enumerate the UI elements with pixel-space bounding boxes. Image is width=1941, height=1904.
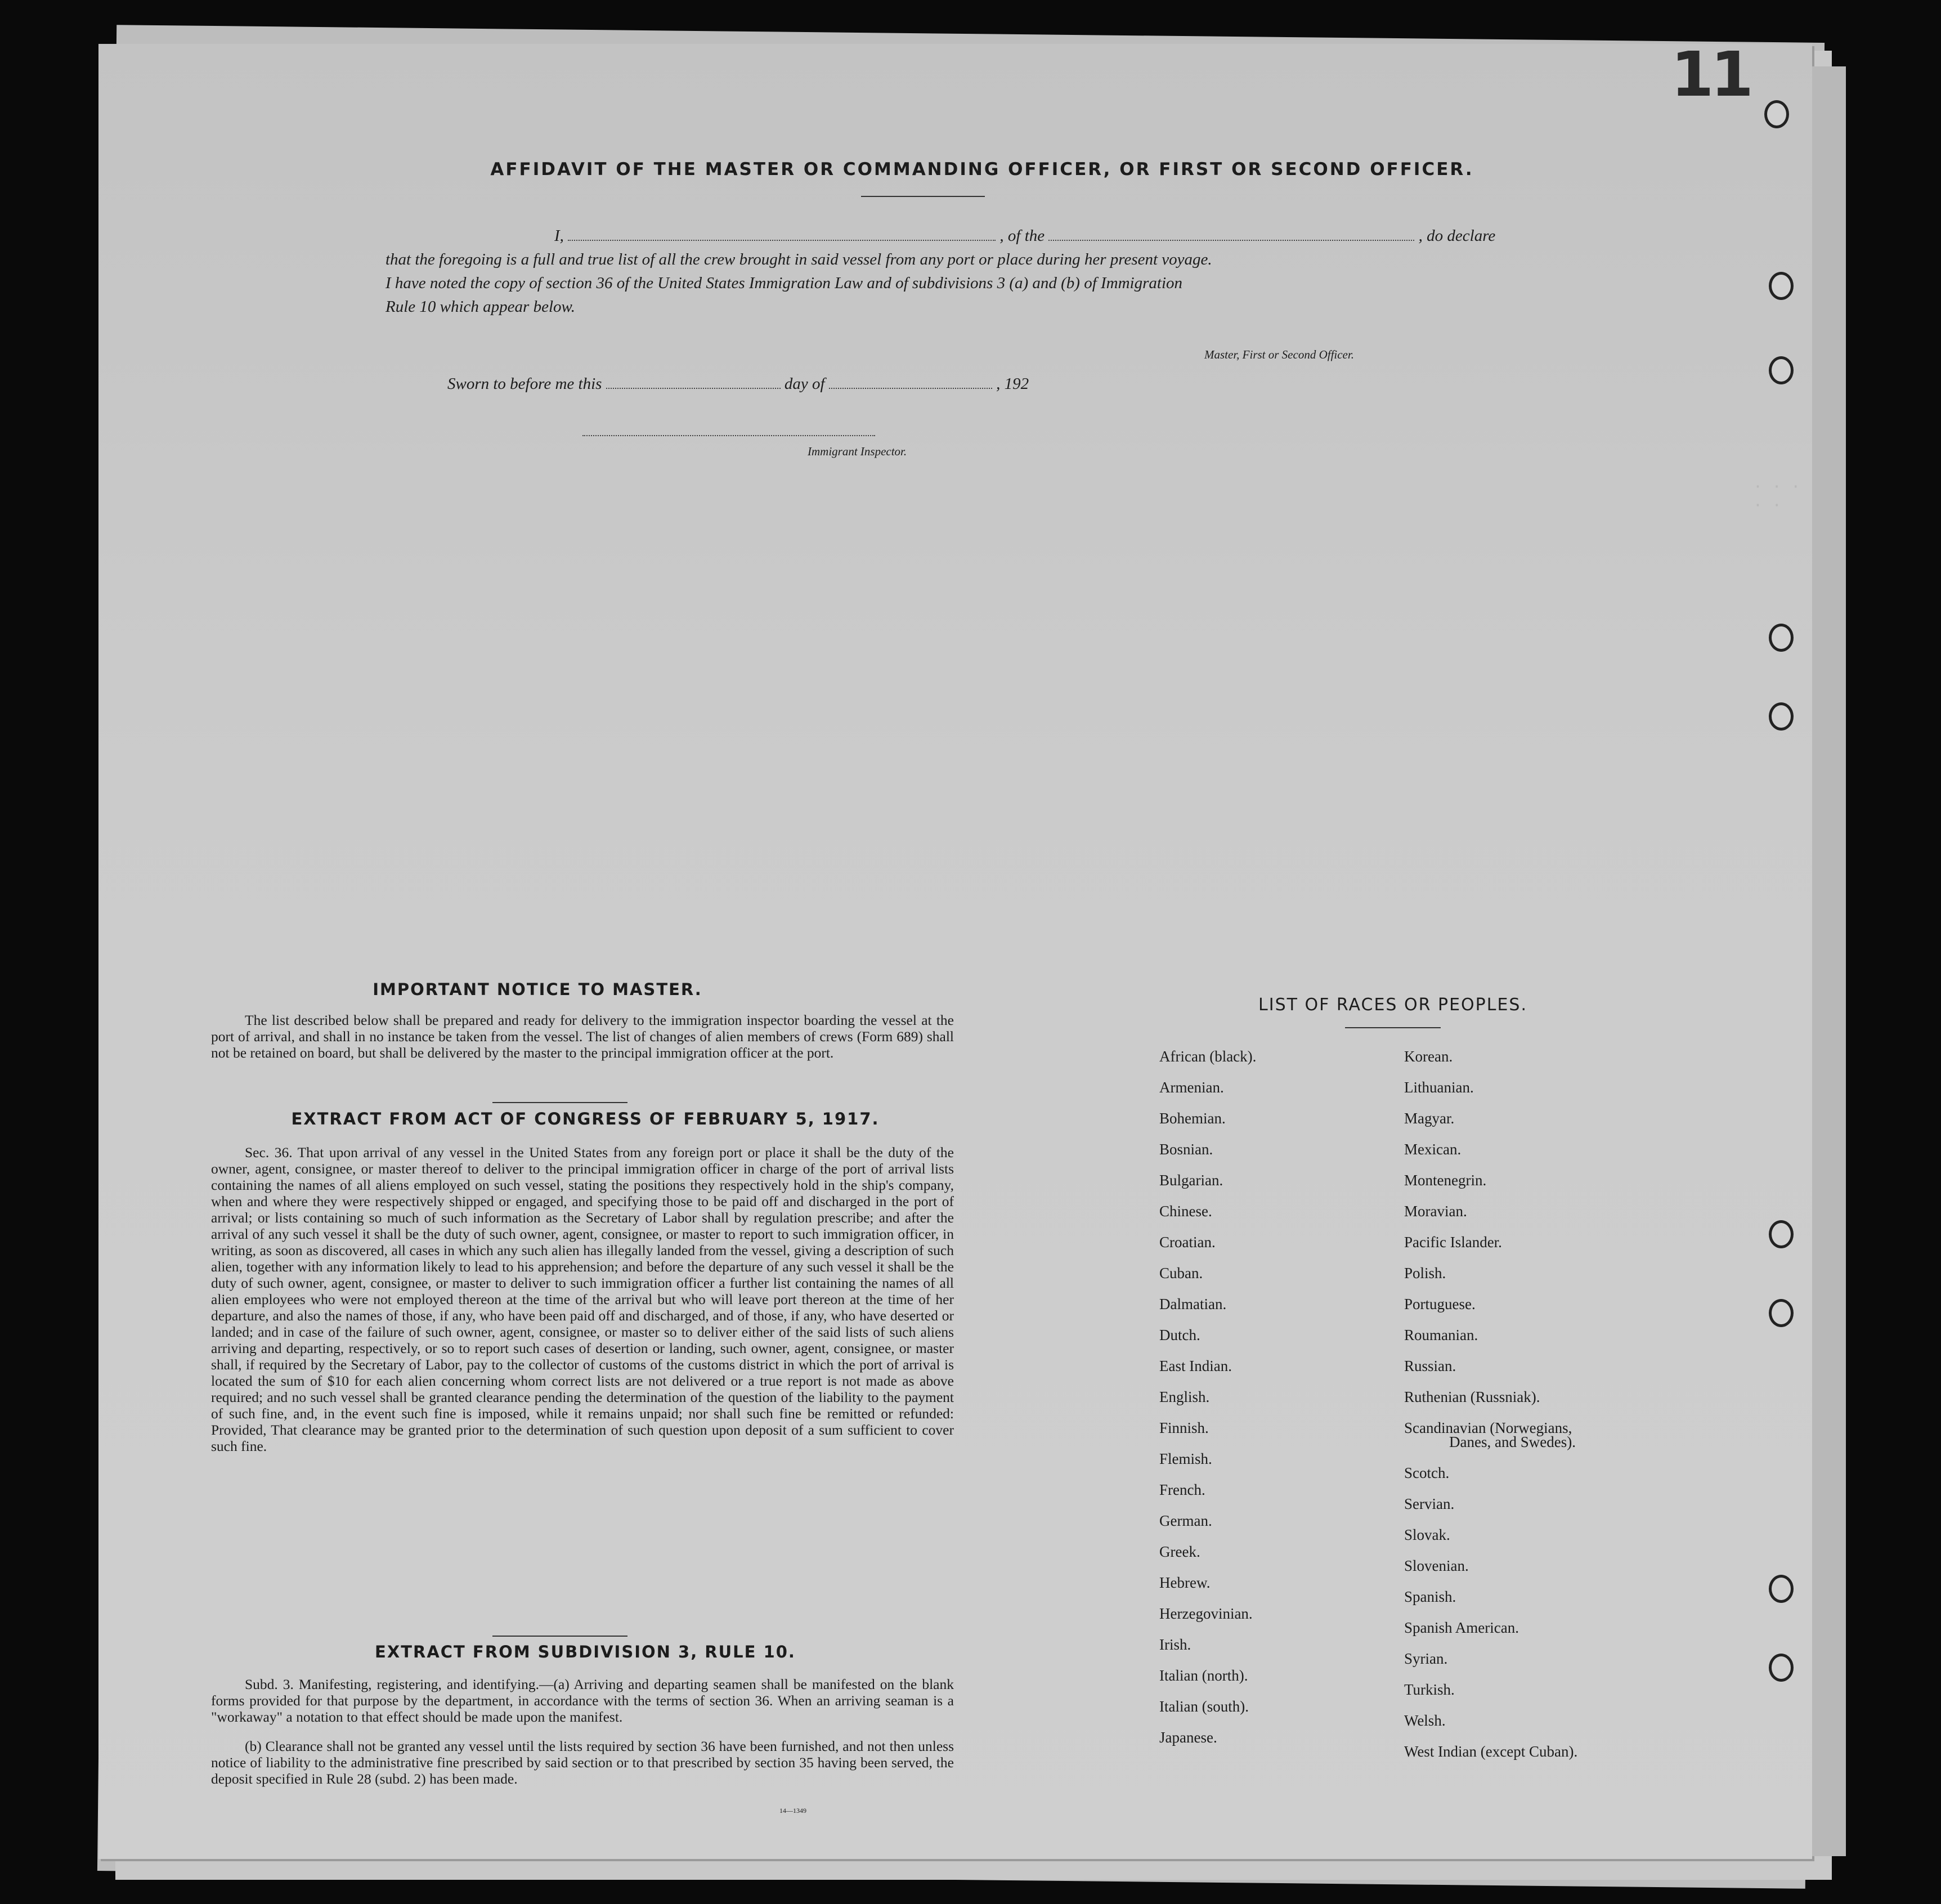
races-column-2 [1404, 1041, 1577, 1767]
binder-hole-icon [1769, 702, 1794, 731]
binder-hole-icon [1769, 272, 1794, 300]
sworn-line [447, 375, 1029, 393]
name-blank [568, 229, 996, 241]
race-item: Portuguese. [1404, 1296, 1476, 1312]
race-item: Polish. [1404, 1265, 1446, 1282]
race-item: Moravian. [1404, 1203, 1467, 1220]
race-item: Lithuanian. [1404, 1079, 1474, 1096]
binder-hole-icon [1769, 1575, 1794, 1603]
race-item: Cuban. [1159, 1265, 1203, 1282]
race-item: Dutch. [1159, 1327, 1200, 1343]
title-rule [861, 196, 985, 197]
affidavit-text [385, 224, 1556, 319]
affidavit-line2: that the foregoing is a full and true list of all the crew brought in said vessel from any port or place during her present voyage. [385, 250, 1212, 268]
race-item: Croatian. [1159, 1234, 1216, 1251]
race-item: Servian. [1404, 1495, 1455, 1512]
page-edge [1812, 66, 1846, 1856]
race-item: Finnish. [1159, 1419, 1209, 1436]
race-item: Magyar. [1404, 1110, 1455, 1127]
race-item: Bohemian. [1159, 1110, 1226, 1127]
section-rule [492, 1636, 627, 1637]
signature-label: Master, First or Second Officer. [1204, 348, 1354, 361]
race-item: Japanese. [1159, 1729, 1217, 1746]
affidavit-title: AFFIDAVIT OF THE MASTER OR COMMANDING OFFICER, OR FIRST OR SECOND OFFICER. [490, 159, 1474, 180]
race-item: Irish. [1159, 1636, 1191, 1653]
race-item: Welsh. [1404, 1712, 1446, 1729]
race-item: Chinese. [1159, 1203, 1212, 1220]
race-item: Italian (south). [1159, 1698, 1249, 1715]
race-item: Syrian. [1404, 1650, 1448, 1667]
race-item: African (black). [1159, 1048, 1257, 1065]
race-item: Russian. [1404, 1358, 1456, 1374]
race-item: East Indian. [1159, 1358, 1232, 1374]
races-column-1 [1159, 1041, 1256, 1753]
race-item: Spanish. [1404, 1588, 1456, 1605]
race-item: French. [1159, 1481, 1205, 1498]
race-item: Slovenian. [1404, 1557, 1469, 1574]
race-item: Hebrew. [1159, 1574, 1211, 1591]
affidavit-line4: Rule 10 which appear below. [385, 298, 575, 316]
race-item: Roumanian. [1404, 1327, 1478, 1343]
race-item: German. [1159, 1512, 1212, 1529]
vessel-blank [1048, 229, 1414, 241]
affidavit-line3: I have noted the copy of section 36 of the United States Immigration Law and of subdivisions 3 (a) and (b) of Immigration [385, 274, 1183, 292]
notice-text: The list described below shall be prepared and ready for delivery to the immigration inspector boarding the vessel at the port of arrival, and shall in no instance be taken from the vessel. The list of changes of alien members of crews (Form 689) shall not be retained on board, but shall be delivered by the master to the principal immigration officer at the port. [211, 1012, 954, 1061]
race-item: Armenian. [1159, 1079, 1224, 1096]
race-item: West Indian (except Cuban). [1404, 1743, 1578, 1760]
extract-rule-title: EXTRACT FROM SUBDIVISION 3, RULE 10. [375, 1642, 796, 1661]
race-item: Slovak. [1404, 1526, 1450, 1543]
extract-rule-text-a: Subd. 3. Manifesting, registering, and identifying.—(a) Arriving and departing seamen shall be manifested on the blank forms provided for that purpose by the department, in accordance with the terms of section 36. When an arriving seaman is a "workaway" a notation to that effect should be made upon the manifest. [211, 1676, 954, 1725]
race-item: Spanish American. [1404, 1619, 1519, 1636]
form-code: 14—1349 [779, 1807, 806, 1815]
sworn-a: Sworn to before me this [447, 375, 602, 393]
race-item: Ruthenian (Russniak). [1404, 1388, 1540, 1405]
binder-hole-icon [1769, 1654, 1794, 1682]
race-item: Pacific Islander. [1404, 1234, 1502, 1251]
sworn-c: , 192 [996, 375, 1029, 393]
race-item: Greek. [1159, 1543, 1200, 1560]
affidavit-line1-a: I, [554, 227, 564, 245]
sworn-b: day of [784, 375, 825, 393]
race-item: Italian (north). [1159, 1667, 1248, 1684]
inspector-signature-line [582, 435, 875, 436]
race-item: Montenegrin. [1404, 1172, 1487, 1189]
races-title: LIST OF RACES OR PEOPLES. [1258, 995, 1527, 1015]
race-item: Scotch. [1404, 1464, 1450, 1481]
race-item: Bosnian. [1159, 1141, 1213, 1158]
race-item: English. [1159, 1388, 1210, 1405]
affidavit-line1-b: , of the [999, 227, 1045, 245]
bleed-through-marks: · · · · · [1753, 477, 1801, 514]
month-blank [829, 377, 992, 389]
binder-hole-icon [1769, 1220, 1794, 1248]
race-item: Herzegovinian. [1159, 1605, 1253, 1622]
day-blank [606, 377, 781, 389]
binder-hole-icon [1769, 624, 1794, 652]
binder-hole-icon [1764, 100, 1789, 128]
race-item: Turkish. [1404, 1681, 1455, 1698]
race-item: Scandinavian (Norwegians, [1404, 1419, 1572, 1436]
race-item: Korean. [1404, 1048, 1453, 1065]
binder-hole-icon [1769, 1299, 1794, 1327]
race-item: Bulgarian. [1159, 1172, 1223, 1189]
race-item: Danes, and Swedes). [1449, 1433, 1576, 1450]
extract-rule-text-b: (b) Clearance shall not be granted any vessel until the lists required by section 36 have been furnished, and not then unless notice of liability to the administrative fine prescribed by said section or to that prescribed by section 35 having been served, the deposit specified in Rule 28 (subd. 2) has been made. [211, 1738, 954, 1787]
affidavit-line1-c: , do declare [1418, 227, 1496, 245]
race-item: Mexican. [1404, 1141, 1462, 1158]
inspector-label: Immigrant Inspector. [808, 445, 907, 458]
extract-act-title: EXTRACT FROM ACT OF CONGRESS OF FEBRUARY 5, 1917. [291, 1109, 880, 1128]
races-title-rule [1345, 1027, 1441, 1028]
race-item: Dalmatian. [1159, 1296, 1227, 1312]
document-page [98, 38, 1812, 1859]
extract-act-text: Sec. 36. That upon arrival of any vessel in the United States from any foreign port or place it shall be the duty of the owner, agent, consignee, or master thereof to deliver to the principal immigration officer in charge of the port of arrival lists containing the names of all aliens employed on such vessel, stating the positions they respectively hold in the ship's company, when and where they were respectively shipped or engaged, and specifying those to be paid off and discharged in the port of arrival; or lists containing so much of such information as the Secretary of Labor shall by regulation prescribe; and after the arrival of any such vessel it shall be the duty of such owner, agent, consignee, or master to report to such immigration officer, in writing, as soon as discovered, all cases in which any such alien has illegally landed from the vessel, giving a description of such alien, together with any information likely to lead to his apprehension; and before the departure of any such vessel it shall be the duty of such owner, agent, consignee, or master to deliver to such immigration officer a further list containing the names of all alien employees who were not employed thereon at the time of the arrival but who will leave port thereon at the time of her departure, and also the names of those, if any, who have been paid off and discharged, and of those, if any, who have deserted or landed; and in case of the failure of such owner, agent, consignee, or master so to deliver either of the said lists of such aliens arriving and departing, respectively, or so to report such cases of desertion or landing, such owner, agent, consignee, or master shall, if required by the Secretary of Labor, pay to the collector of customs of the customs district in which the port of arrival is located the sum of $10 for each alien concerning whom correct lists are not delivered or a true report is not made as above required; and no such vessel shall be granted clearance pending the determination of the question of the liability to the payment of such fine, and, in the event such fine is imposed, while it remains unpaid; nor shall such fine be remitted or refunded: Provided, That clearance may be granted prior to the determination of such question upon deposit of a sum sufficient to cover such fine. [211, 1144, 954, 1454]
binder-hole-icon [1769, 356, 1794, 384]
notice-title: IMPORTANT NOTICE TO MASTER. [373, 980, 702, 999]
race-item: Flemish. [1159, 1450, 1212, 1467]
page-number: 11 [1670, 38, 1750, 110]
section-rule [492, 1102, 627, 1103]
